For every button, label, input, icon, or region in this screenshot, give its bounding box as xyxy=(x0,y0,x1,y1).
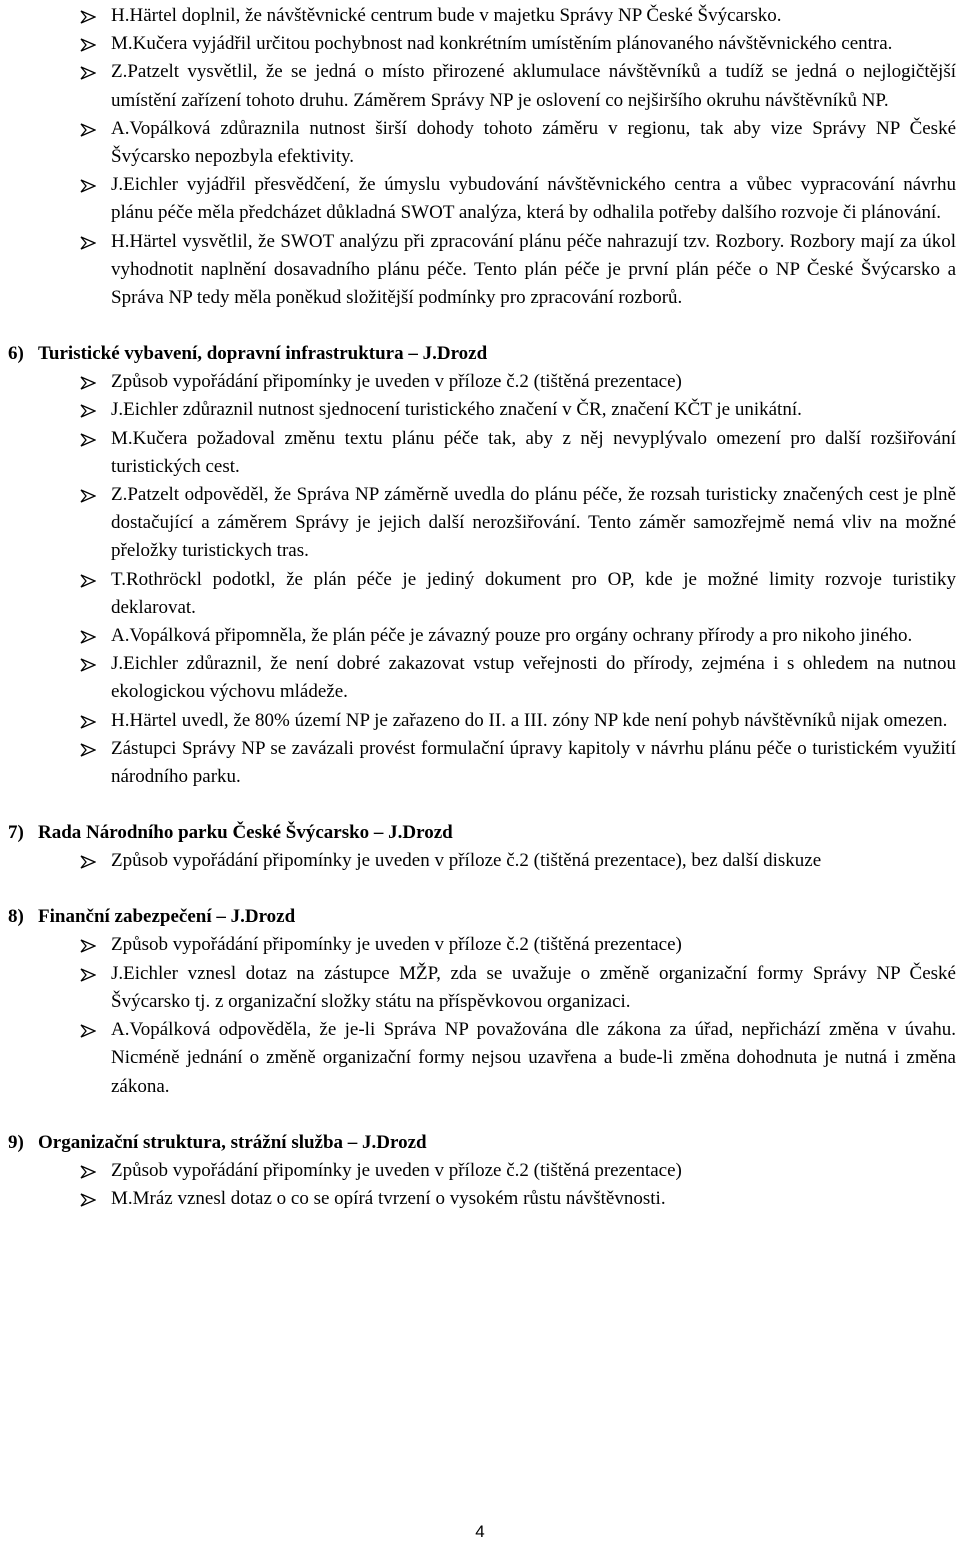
arrow-bullet-icon xyxy=(80,38,96,52)
arrow-bullet-icon xyxy=(80,10,96,24)
arrow-bullet-icon xyxy=(80,489,96,503)
section-list xyxy=(0,1157,960,1213)
list-item xyxy=(0,2,960,30)
list-item xyxy=(0,1016,960,1101)
arrow-bullet-icon xyxy=(80,433,96,447)
list-item xyxy=(0,650,960,706)
section-list xyxy=(0,368,960,791)
arrow-bullet-icon xyxy=(80,123,96,137)
page-number: 4 xyxy=(475,1522,485,1541)
spacer xyxy=(0,312,960,340)
section-6 xyxy=(0,340,960,791)
arrow-bullet-icon xyxy=(80,658,96,672)
list-item xyxy=(0,622,960,650)
section-heading xyxy=(0,819,960,847)
section-number: 9) xyxy=(8,1131,24,1153)
list-item xyxy=(0,1157,960,1185)
arrow-bullet-icon xyxy=(80,743,96,757)
list-item xyxy=(0,58,960,114)
spacer xyxy=(0,875,960,903)
arrow-bullet-icon xyxy=(80,1193,96,1207)
section-heading xyxy=(0,340,960,368)
section-number: 7) xyxy=(8,822,24,844)
intro-list xyxy=(0,2,960,312)
list-item xyxy=(0,735,960,791)
list-item xyxy=(0,30,960,58)
item-text: M.Mráz vznesl dotaz o co se opírá tvrzení o vysokém růstu návštěvnosti. xyxy=(111,1187,666,1209)
arrow-bullet-icon xyxy=(80,1165,96,1179)
list-item xyxy=(0,847,960,875)
section-title: Rada Národního parku České Švýcarsko – J.Drozd xyxy=(38,822,453,844)
item-text: A.Vopálková připomněla, že plán péče je závazný pouze pro orgány ochrany přírody a pro nikoho jiného. xyxy=(111,625,913,647)
list-item xyxy=(0,368,960,396)
arrow-bullet-icon xyxy=(80,179,96,193)
list-item xyxy=(0,425,960,481)
arrow-bullet-icon xyxy=(80,715,96,729)
list-item xyxy=(0,931,960,959)
spacer xyxy=(0,1101,960,1129)
item-text: J.Eichler zdůraznil, že není dobré zakazovat vstup veřejnosti do přírody, zejména i s ohledem na nutnou ekologickou výchovu mládeže. xyxy=(111,653,956,703)
list-item xyxy=(0,960,960,1016)
arrow-bullet-icon xyxy=(80,574,96,588)
section-title: Organizační struktura, strážní služba – J.Drozd xyxy=(38,1131,427,1153)
arrow-bullet-icon xyxy=(80,236,96,250)
section-heading xyxy=(0,903,960,931)
section-number: 8) xyxy=(8,906,24,928)
list-item xyxy=(0,228,960,313)
item-text: Z.Patzelt vysvětlil, že se jedná o místo přirozené aklumulace návštěvníků a tudíž se jedná o nejlogičtější umístění zařízení tohoto druhu. Záměrem Správy NP je oslovení co nejširšího okruhu návštěvníků NP. xyxy=(111,61,956,111)
list-item xyxy=(0,115,960,171)
arrow-bullet-icon xyxy=(80,630,96,644)
item-text: H.Härtel uvedl, že 80% území NP je zařazeno do II. a III. zóny NP kde není pohyb návštěvníků nijak omezen. xyxy=(111,709,948,731)
section-7 xyxy=(0,819,960,875)
arrow-bullet-icon xyxy=(80,376,96,390)
list-item xyxy=(0,171,960,227)
arrow-bullet-icon xyxy=(80,855,96,869)
section-list xyxy=(0,931,960,1100)
item-text: M.Kučera požadoval změnu textu plánu péče tak, aby z něj nevyplývalo omezení pro další rozšiřování turistických cest. xyxy=(111,427,956,477)
item-text: J.Eichler vyjádřil přesvědčení, že úmyslu vybudování návštěvnického centra a vůbec vypracování návrhu plánu péče měla předcházet důkladná SWOT analýza, která by odhalila potřeby dalšího rozvoje či plánování. xyxy=(111,174,956,224)
section-title: Finanční zabezpečení – J.Drozd xyxy=(38,906,296,928)
item-text: Způsob vypořádání připomínky je uveden v příloze č.2 (tištěná prezentace) xyxy=(111,371,682,393)
item-text: Způsob vypořádání připomínky je uveden v příloze č.2 (tištěná prezentace) xyxy=(111,1159,682,1181)
item-text: H.Härtel doplnil, že návštěvnické centrum bude v majetku Správy NP České Švýcarsko. xyxy=(111,5,782,26)
arrow-bullet-icon xyxy=(80,1024,96,1038)
list-item xyxy=(0,396,960,424)
arrow-bullet-icon xyxy=(80,66,96,80)
arrow-bullet-icon xyxy=(80,404,96,418)
arrow-bullet-icon xyxy=(80,939,96,953)
list-item xyxy=(0,481,960,566)
list-item xyxy=(0,707,960,735)
section-9 xyxy=(0,1129,960,1213)
item-text: T.Rothröckl podotkl, že plán péče je jediný dokument pro OP, kde je možné limity rozvoje turistiky deklarovat. xyxy=(111,568,956,618)
item-text: J.Eichler zdůraznil nutnost sjednocení turistického značení v ČR, značení KČT je unikátní. xyxy=(111,399,802,421)
list-item xyxy=(0,566,960,622)
item-text: Způsob vypořádání připomínky je uveden v příloze č.2 (tištěná prezentace), bez další diskuze xyxy=(111,850,822,872)
item-text: Zástupci Správy NP se zavázali provést formulační úpravy kapitoly v návrhu plánu péče o turistickém využití národního parku. xyxy=(111,737,956,788)
item-text: Z.Patzelt odpověděl, že Správa NP záměrně uvedla do plánu péče, že rozsah turisticky značených cest je plně dostačující a záměrem Správy je jejich další nerozšiřování. Tento záměr samozřejmě nemá vliv na možné přeložky turistickych tras. xyxy=(111,484,956,562)
item-text: H.Härtel vysvětlil, že SWOT analýzu při zpracování plánu péče nahrazují tzv. Rozbory. Rozbory mají za úkol vyhodnotit naplnění dosavadního plánu péče. Tento plán péče je první plán péče o NP České Švýcarsko a Správa NP tedy měla poněkud složitější podmínky pro zpracování rozborů. xyxy=(111,230,956,309)
item-text: A.Vopálková zdůraznila nutnost širší dohody tohoto záměru v regionu, tak aby vize Správy NP České Švýcarsko nepozbyla efektivity. xyxy=(111,117,956,168)
section-list xyxy=(0,847,960,875)
item-text: M.Kučera vyjádřil určitou pochybnost nad konkrétním umístěním plánovaného návštěvnického centra. xyxy=(111,33,893,55)
section-number: 6) xyxy=(8,343,24,365)
item-text: A.Vopálková odpověděla, že je-li Správa NP považována dle zákona za úřad, nepřichází změna v úvahu. Nicméně jednání o změně organizační formy nejsou uzavřena a bude-li změna dohodnuta je nutná i změna zákona. xyxy=(111,1019,956,1097)
item-text: J.Eichler vznesl dotaz na zástupce MŽP, zda se uvažuje o změně organizační formy Správy NP České Švýcarsko tj. z organizační složky státu na příspěvkovou organizaci. xyxy=(111,962,956,1012)
item-text: Způsob vypořádání připomínky je uveden v příloze č.2 (tištěná prezentace) xyxy=(111,934,682,956)
section-8 xyxy=(0,903,960,1100)
list-item xyxy=(0,1185,960,1213)
arrow-bullet-icon xyxy=(80,968,96,982)
spacer xyxy=(0,791,960,819)
section-title: Turistické vybavení, dopravní infrastruktura – J.Drozd xyxy=(38,343,488,365)
section-heading xyxy=(0,1129,960,1157)
